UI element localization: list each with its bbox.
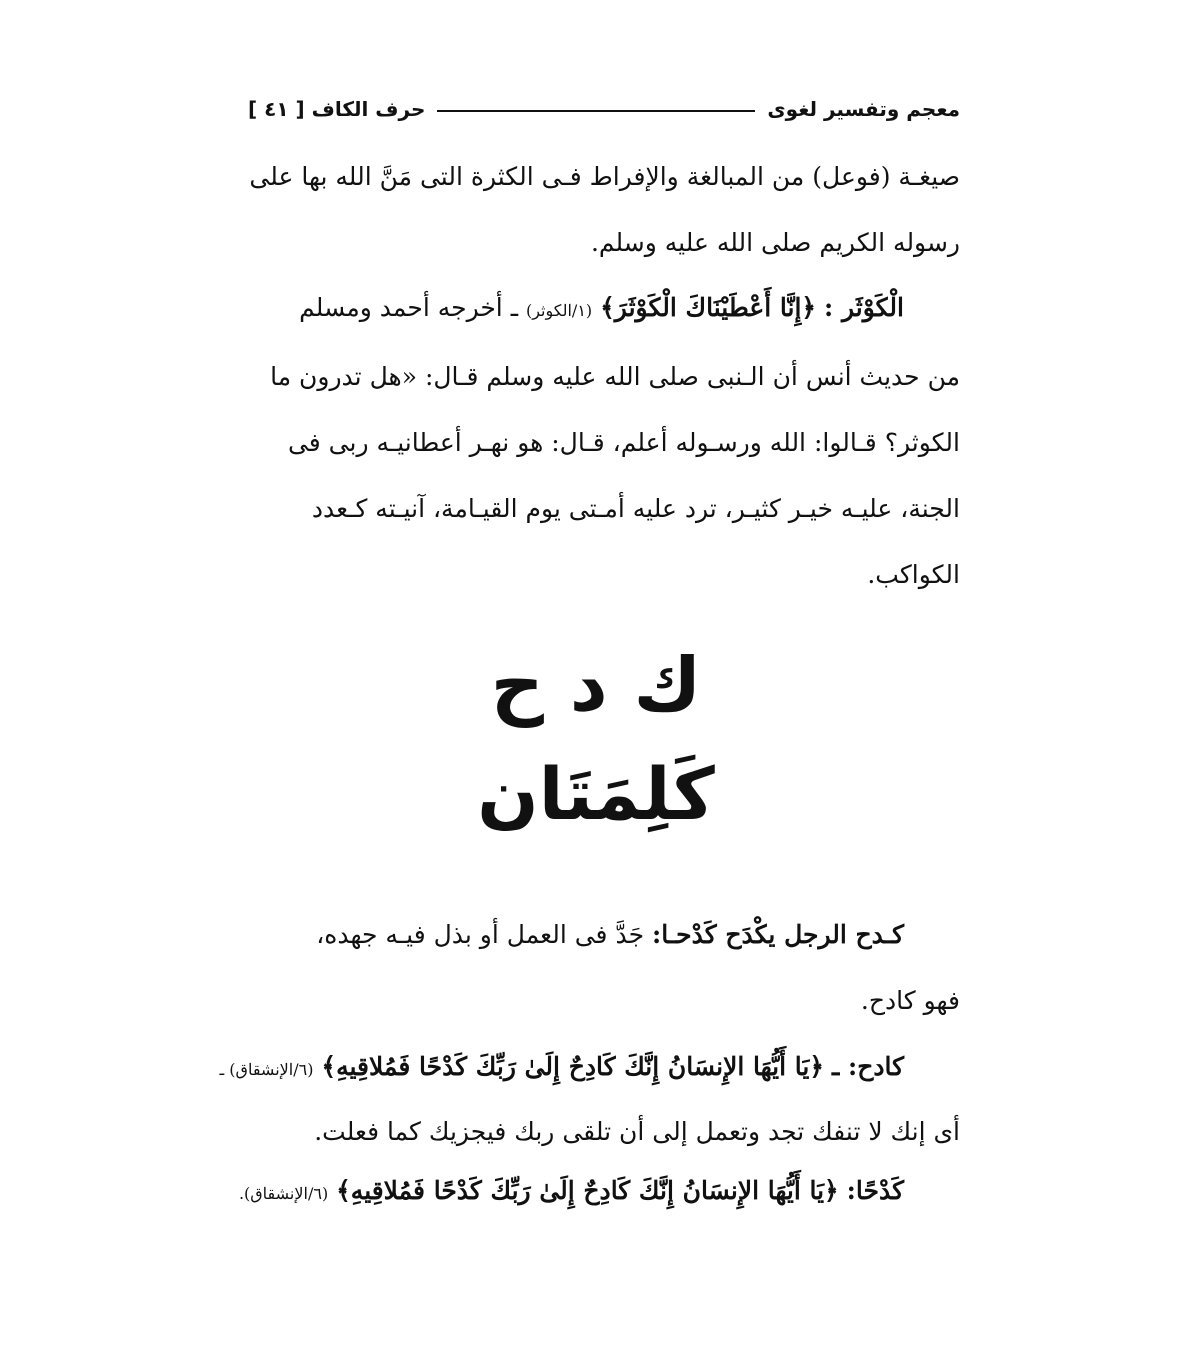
book-title: معجم وتفسير لغوى [767, 97, 960, 121]
kadha-line-1 [238, 1160, 960, 1225]
intro-line-1: صيغـة (فوعل) من المبالغة والإفراط فـى الكثرة التى مَنَّ الله بها على [249, 162, 960, 191]
kadha-term: كَدْحًا: [846, 1176, 904, 1205]
kawthar-line-5: الكواكب. [867, 560, 960, 589]
kawthar-verse: ﴿إِنَّا أَعْطَيْنَاكَ الْكَوْثَرَ﴾ [600, 293, 817, 322]
kadha-entry [238, 1160, 960, 1225]
root-letters-heading: ك د ح [490, 642, 702, 728]
intro-paragraph [248, 144, 960, 276]
kawthar-ref: (١/الكوثر) [525, 301, 593, 320]
intro-line-2: رسوله الكريم صلى الله عليه وسلم. [590, 228, 960, 257]
root-subtitle: كَلِمَتَان [477, 752, 715, 836]
kadaha-line-2: فهو كادح. [860, 986, 960, 1015]
kadih-line-2: أى إنك لا تنفك تجد وتعمل إلى أن تلقى ربك فيجزيك كما فعلت. [314, 1117, 960, 1146]
section-label: حرف الكاف [ ٤١ ] [248, 97, 426, 121]
kadih-entry [219, 1036, 960, 1163]
kadih-term: كادح: ـ [831, 1052, 904, 1081]
running-header [248, 92, 960, 126]
kadih-verse: ﴿يَا أَيُّهَا الإِنسَانُ إِنَّكَ كَادِحٌ إِلَىٰ رَبِّكَ كَدْحًا فَمُلاقِيهِ﴾ [321, 1052, 824, 1081]
kawthar-line-4: الجنة، عليـه خيـر كثيـر، ترد عليه أمـتى يوم القيـامة، آنيـته كـعدد [311, 494, 960, 523]
kadaha-lead: كـدح الرجل يكْدَح كَدْحـا: [651, 920, 904, 949]
kawthar-line-3: الكوثر؟ قـالوا: الله ورسـوله أعلم، قـال: هو نهـر أعطانيـه ربى فى [287, 428, 960, 457]
kadaha-line-1 [248, 902, 960, 968]
kawthar-line-1 [248, 275, 960, 344]
kadih-line-1 [219, 1036, 960, 1101]
kawthar-line-2: من حديث أنس أن الـنبى صلى الله عليه وسلم قـال: «هل تدرون ما [270, 362, 960, 391]
kadha-verse: ﴿يَا أَيُّهَا الإِنسَانُ إِنَّكَ كَادِحٌ إِلَىٰ رَبِّكَ كَدْحًا فَمُلاقِيهِ﴾ [336, 1176, 839, 1205]
kadaha-entry [248, 902, 960, 1034]
kawthar-term: الْكَوْثَر : [824, 293, 904, 322]
kadha-ref: (٦/الإنشقاق). [238, 1184, 329, 1203]
kawthar-line-1-rest: ـ أخرجه أحمد ومسلم [299, 293, 519, 322]
kadih-ref: (٦/الإنشقاق) ـ [219, 1060, 314, 1079]
kadaha-line-1-rest: جَدَّ فى العمل أو بذل فيـه جهده، [316, 920, 645, 949]
header-rule [437, 110, 755, 112]
kawthar-entry [248, 275, 960, 608]
